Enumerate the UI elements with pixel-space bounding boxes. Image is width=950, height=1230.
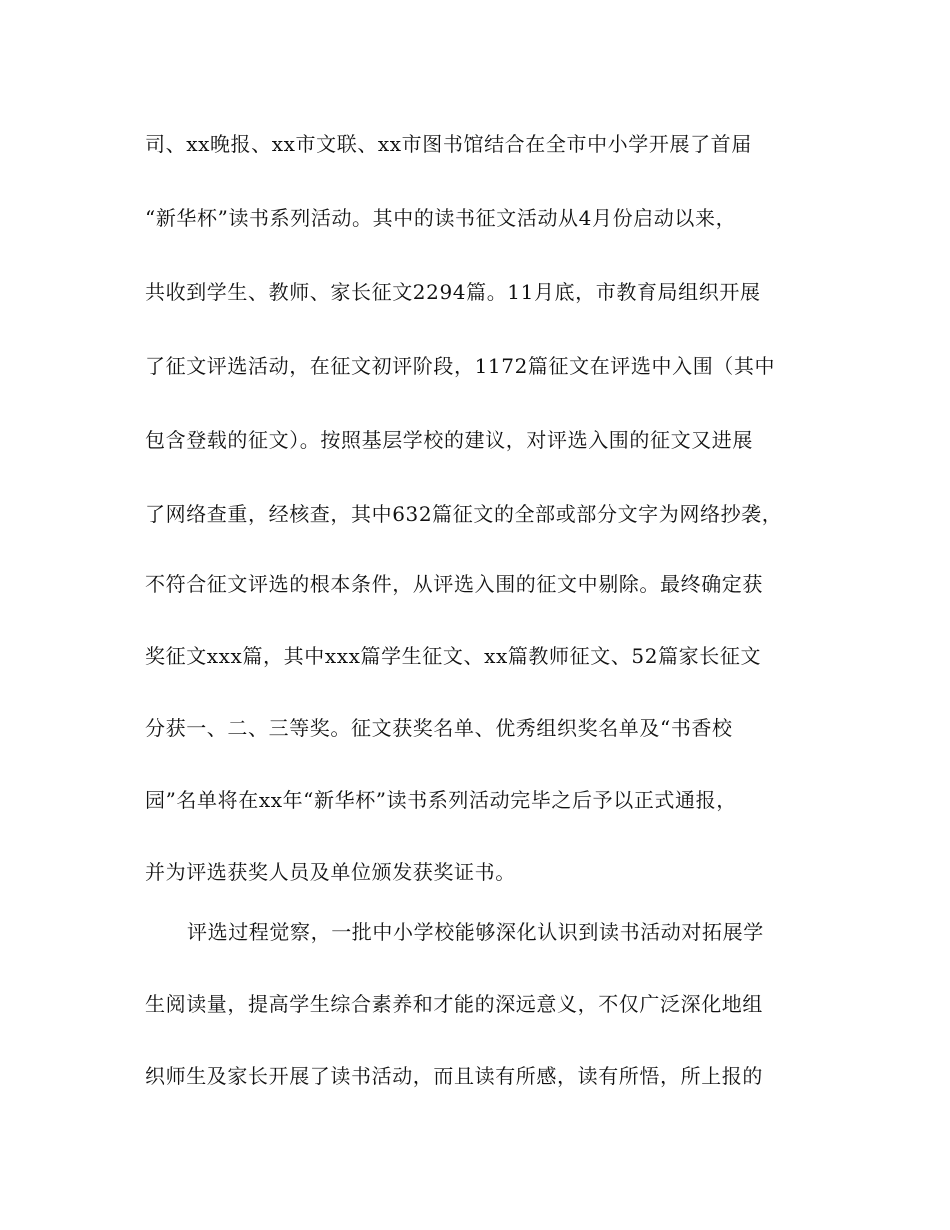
- text-line: 了征文评选活动，在征文初评阶段，1172篇征文在评选中入围（其中: [145, 354, 776, 378]
- paragraph-first-line: 评选过程觉察，一批中小学校能够深化认识到读书活动对拓展学: [187, 920, 764, 944]
- text-line: 了网络查重，经核查，其中632篇征文的全部或部分文字为网络抄袭，: [145, 502, 783, 526]
- text-line: 生阅读量，提高学生综合素养和才能的深远意义，不仅广泛深化地组: [145, 992, 763, 1016]
- text-line: 司、xx晚报、xx市文联、xx市图书馆结合在全市中小学开展了首届: [145, 132, 752, 156]
- text-line: 织师生及家长开展了读书活动，而且读有所感，读有所悟，所上报的: [145, 1064, 763, 1088]
- text-line: 并为评选获奖人员及单位颁发获奖证书。: [145, 860, 516, 884]
- text-line: 奖征文xxx篇，其中xxx篇学生征文、xx篇教师征文、52篇家长征文: [145, 644, 762, 668]
- text-line: “新华杯”读书系列活动。其中的读书征文活动从4月份启动以来，: [145, 206, 737, 230]
- text-line: 园”名单将在xx年“新华杯”读书系列活动完毕之后予以正式通报，: [145, 788, 737, 812]
- text-line: 不符合征文评选的根本条件，从评选入围的征文中剔除。最终确定获: [145, 572, 763, 596]
- text-line: 分获一、二、三等奖。征文获奖名单、优秀组织奖名单及“书香校: [145, 716, 733, 740]
- text-line: 包含登载的征文）。按照基层学校的建议，对评选入围的征文又进展: [145, 428, 753, 452]
- text-line: 共收到学生、教师、家长征文2294篇。11月底，市教育局组织开展: [145, 280, 761, 304]
